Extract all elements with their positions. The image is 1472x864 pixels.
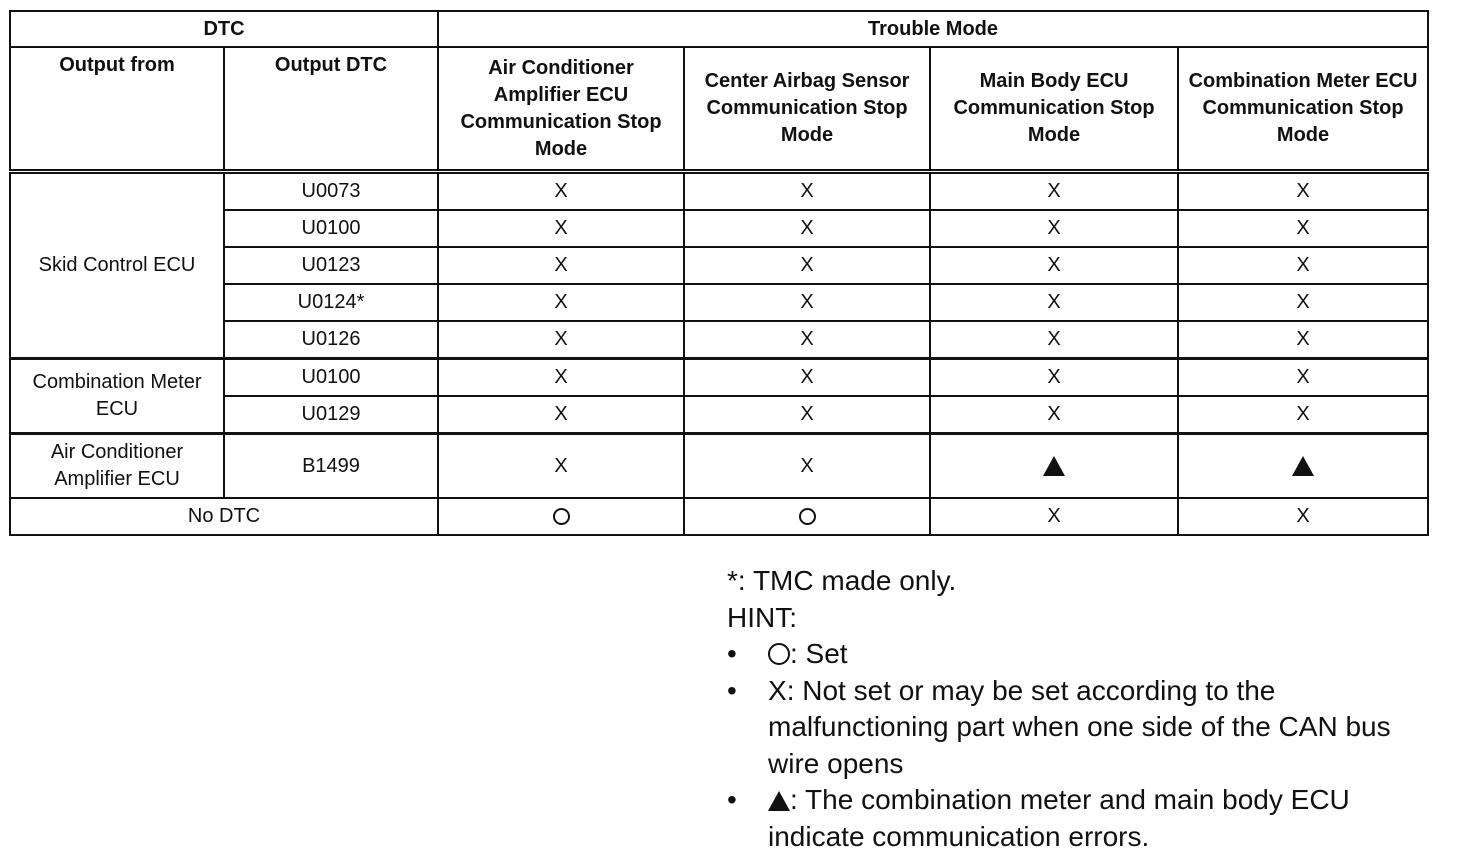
triangle-icon: [1043, 456, 1065, 476]
mark-cell: X: [438, 359, 684, 397]
mark-cell: X: [930, 172, 1178, 211]
mark-cell: X: [684, 247, 930, 284]
table-row: [10, 498, 1428, 535]
dtc-code: B1499: [224, 434, 438, 499]
mark-cell: [1178, 434, 1428, 499]
hint-item-circle: [727, 636, 1447, 673]
dtc-group-header: DTC: [10, 11, 438, 47]
table-row: [10, 172, 1428, 211]
mark-cell: [930, 434, 1178, 499]
table-row: [10, 434, 1428, 499]
mark-cell: X: [684, 284, 930, 321]
output-dtc-header: Output DTC: [224, 47, 438, 172]
mark-cell: X: [684, 172, 930, 211]
mark-cell: X: [1178, 321, 1428, 359]
mark-cell: X: [684, 210, 930, 247]
circle-meaning: : Set: [790, 638, 848, 669]
hint-item-x: [727, 673, 1447, 783]
source-skid-control-ecu: Skid Control ECU: [10, 172, 224, 359]
mark-cell: X: [930, 396, 1178, 434]
dtc-code: U0129: [224, 396, 438, 434]
table-row: [10, 359, 1428, 397]
bullet-dot: •: [727, 784, 737, 815]
hint-item-triangle: [727, 782, 1447, 855]
mark-cell: [684, 498, 930, 535]
circle-icon: [768, 643, 790, 665]
trouble-mode-group-header: Trouble Mode: [438, 11, 1428, 47]
x-meaning: : Not set or may be set according to the malfunctioning part when one side of the CAN bus wire opens: [768, 674, 1391, 779]
footnote: *: TMC made only.: [727, 565, 957, 596]
mark-cell: X: [930, 247, 1178, 284]
triangle-meaning: : The combination meter and main body ECU indicate communication errors.: [768, 784, 1350, 852]
no-dtc-label: No DTC: [10, 498, 438, 535]
mark-cell: X: [930, 210, 1178, 247]
triangle-icon: [1292, 456, 1314, 476]
mark-cell: X: [930, 359, 1178, 397]
bullet-dot: •: [727, 638, 737, 669]
mark-cell: X: [684, 434, 930, 499]
mark-cell: X: [438, 284, 684, 321]
hint-label: HINT:: [727, 601, 797, 633]
mark-cell: X: [930, 284, 1178, 321]
combination-meter-mode-header: Combination Meter ECU Communication Stop Mode: [1178, 47, 1428, 172]
circle-icon: [553, 508, 570, 525]
dtc-code: U0123: [224, 247, 438, 284]
mark-cell: X: [1178, 210, 1428, 247]
circle-icon: [799, 508, 816, 525]
center-airbag-mode-header: Center Airbag Sensor Communication Stop Mode: [684, 47, 930, 172]
dtc-code: U0100: [224, 210, 438, 247]
mark-cell: X: [1178, 359, 1428, 397]
x-symbol: X: [768, 674, 787, 706]
mark-cell: X: [1178, 284, 1428, 321]
mark-cell: X: [1178, 247, 1428, 284]
mark-cell: X: [684, 359, 930, 397]
mark-cell: X: [438, 434, 684, 499]
source-ac-amplifier-ecu: Air Conditioner Amplifier ECU: [10, 434, 224, 499]
mark-cell: X: [930, 498, 1178, 535]
mark-cell: X: [438, 321, 684, 359]
mark-cell: X: [438, 210, 684, 247]
dtc-code: U0073: [224, 172, 438, 211]
ac-amplifier-mode-header: Air Conditioner Amplifier ECU Communication Stop Mode: [438, 47, 684, 172]
mark-cell: [438, 498, 684, 535]
source-combination-meter-ecu: Combination Meter ECU: [10, 359, 224, 434]
dtc-code: U0100: [224, 359, 438, 397]
output-from-header: Output from: [10, 47, 224, 172]
mark-cell: X: [438, 247, 684, 284]
bullet-dot: •: [727, 674, 737, 706]
dtc-code: U0126: [224, 321, 438, 359]
mark-cell: X: [1178, 498, 1428, 535]
dtc-trouble-mode-table: [9, 10, 1429, 536]
mark-cell: X: [684, 396, 930, 434]
triangle-icon: [768, 791, 790, 811]
mark-cell: X: [930, 321, 1178, 359]
mark-cell: X: [684, 321, 930, 359]
mark-cell: X: [438, 396, 684, 434]
dtc-code: U0124*: [224, 284, 438, 321]
mark-cell: X: [438, 172, 684, 211]
mark-cell: X: [1178, 396, 1428, 434]
mark-cell: X: [1178, 172, 1428, 211]
notes-block: [727, 563, 1447, 855]
main-body-mode-header: Main Body ECU Communication Stop Mode: [930, 47, 1178, 172]
